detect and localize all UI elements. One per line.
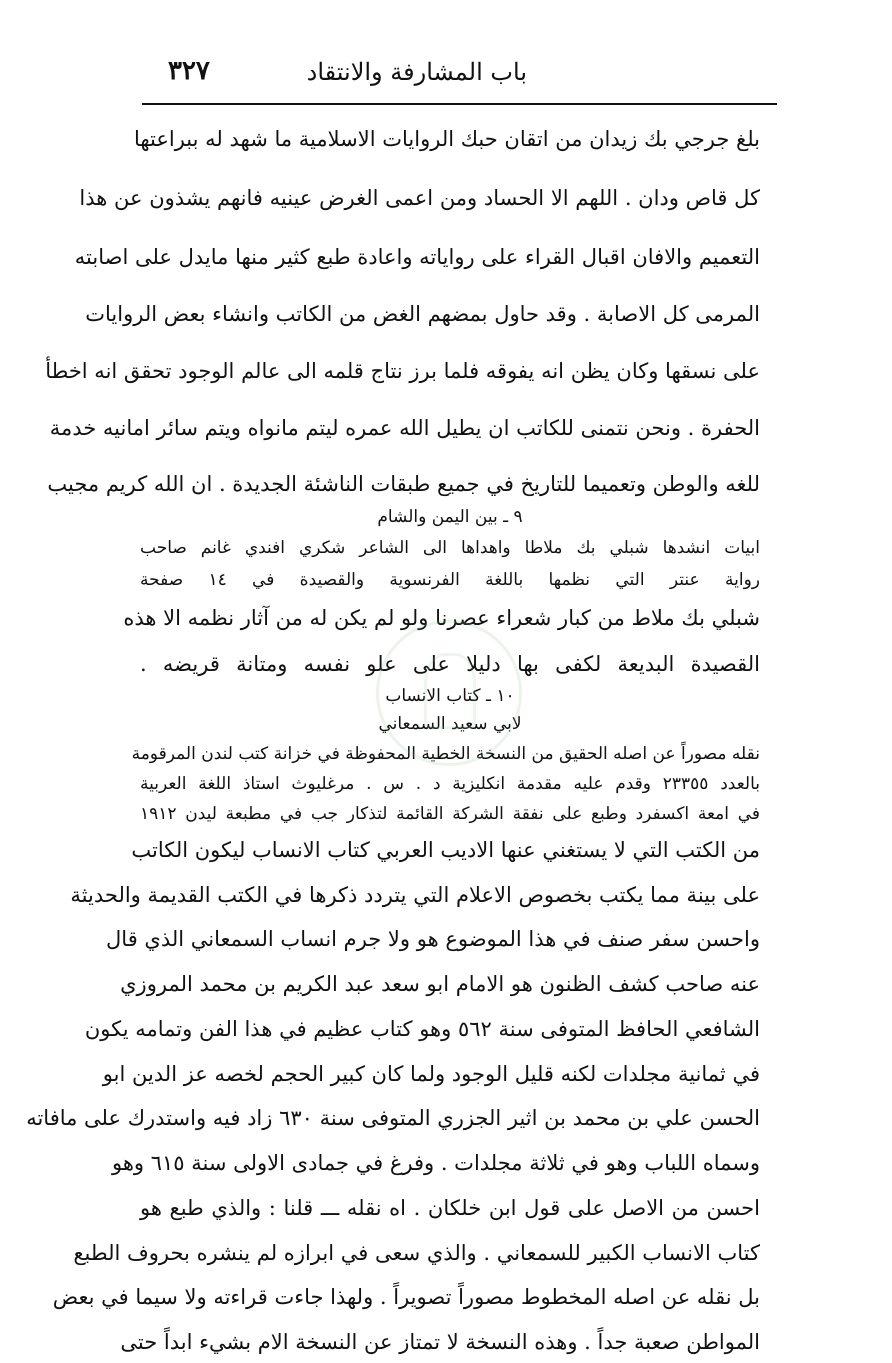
bibliographic-line: نقله مصوراً عن اصله الحقيق من النسخة الخطية المحفوظة في خزانة كتب لندن المرقومة — [131, 744, 760, 764]
paragraph-line: كتاب الانساب الكبير للسمعاني . والذي سعى في ابرازه لم ينشره بحروف الطبع — [73, 1241, 760, 1265]
paragraph-line: عنه صاحب كشف الظنون هو الامام ابو سعد عبد الكريم بن محمد المروزي — [120, 972, 760, 996]
paragraph-line: بلغ جرجي بك زيدان من اتقان حبك الروايات الاسلامية ما شهد له ببراعتها — [133, 127, 760, 151]
bibliographic-line: في امعة اكسفرد وطبع على نفقة الشركة القائمة لتذكار جب في مطبعة ليدن ١٩١٢ — [140, 804, 760, 824]
paragraph-line: على نسقها وكان يظن انه يفوقه فلما برز نتاج قلمه الى عالم الوجود تحقق انه اخطأ — [45, 359, 760, 383]
paragraph-line: القصيدة البديعة لكفى بها دليلا على علو نفسه ومتانة قريضه . — [140, 652, 760, 676]
paragraph-line: شبلي بك ملاط من كبار شعراء عصرنا ولو لم يكن له من آثار نظمه الا هذه — [123, 606, 760, 630]
paragraph-line: وسماه اللباب وهو في ثلاثة مجلدات . وفرغ في جمادى الاولى سنة ٦١٥ وهو — [111, 1151, 760, 1175]
paragraph-line: بل نقله عن اصله المخطوط مصوراً تصويراً . ولهذا جاءت قراءته ولا سيما في بعض — [52, 1285, 760, 1309]
running-title: باب المشارفة والانتقاد — [306, 58, 527, 86]
paragraph-line: الشافعي الحافظ المتوفى سنة ٥٦٢ وهو كتاب عظيم في هذا الفن وتمامه يكون — [84, 1017, 760, 1041]
section-heading: ٩ ـ بين اليمن والشام — [377, 507, 523, 527]
page-header — [140, 52, 762, 96]
section-subheading: لابي سعيد السمعاني — [378, 714, 522, 734]
bibliographic-line: بالعدد ٢٣٣٥٥ وقدم عليه مقدمة انكليزية د . س . مرغليوث استاذ اللغة العربية — [140, 774, 760, 794]
paragraph-line: المواطن صعبة جداً . وهذه النسخة لا تمتاز عن النسخة الام بشيء ابداً حتى — [120, 1330, 760, 1354]
paragraph-line: واحسن سفر صنف في هذا الموضوع هو ولا جرم انساب السمعاني الذي قال — [106, 927, 760, 951]
paragraph-line: المرمى كل الاصابة . وقد حاول بمضهم الغض من الكاتب وانشاء بعض الروايات — [85, 302, 760, 326]
page-number: ٣٢٧ — [168, 56, 210, 86]
paragraph-line: الحسن علي بن محمد بن اثير الجزري المتوفى سنة ٦٣٠ زاد فيه واستدرك على مافاته — [26, 1106, 760, 1130]
section-heading: ١٠ ـ كتاب الانساب — [385, 686, 515, 706]
paragraph-line: على بينة مما يكتب بخصوص الاعلام التي يتردد ذكرها في الكتب القديمة والحديثة — [70, 883, 760, 907]
paragraph-line: التعميم والافان اقبال القراء على رواياته واعادة طبع كثير منها مايدل على اصابته — [74, 245, 760, 269]
paragraph-line: في ثمانية مجلدات لكنه قليل الوجود ولما كان كبير الحجم لخصه عز الدين ابو — [102, 1062, 760, 1086]
paragraph-line: من الكتب التي لا يستغني عنها الاديب العربي كتاب الانساب ليكون الكاتب — [131, 838, 760, 862]
paragraph-line: كل قاص ودان . اللهم الا الحساد ومن اعمى الغرض عينيه فانهم يشذون عن هذا — [79, 186, 760, 210]
paragraph-line: الحفرة . ونحن نتمنى للكاتب ان يطيل الله عمره ليتم مانواه ويتم سائر امانيه خدمة — [49, 416, 760, 440]
bibliographic-line: رواية عنتر التي نظمها باللغة الفرنسوية والقصيدة في ١٤ صفحة — [140, 570, 760, 590]
bibliographic-line: ابيات انشدها شبلي بك ملاطا واهداها الى الشاعر شكري افندي غانم صاحب — [140, 538, 760, 558]
header-rule — [142, 103, 777, 105]
paragraph-line: احسن من الاصل على قول ابن خلكان . اه نقله ـــ قلنا : والذي طبع هو — [140, 1196, 760, 1220]
paragraph-line: للغه والوطن وتعميما للتاريخ في جميع طبقات الناشئة الجديدة . ان الله كريم مجيب — [47, 472, 760, 496]
